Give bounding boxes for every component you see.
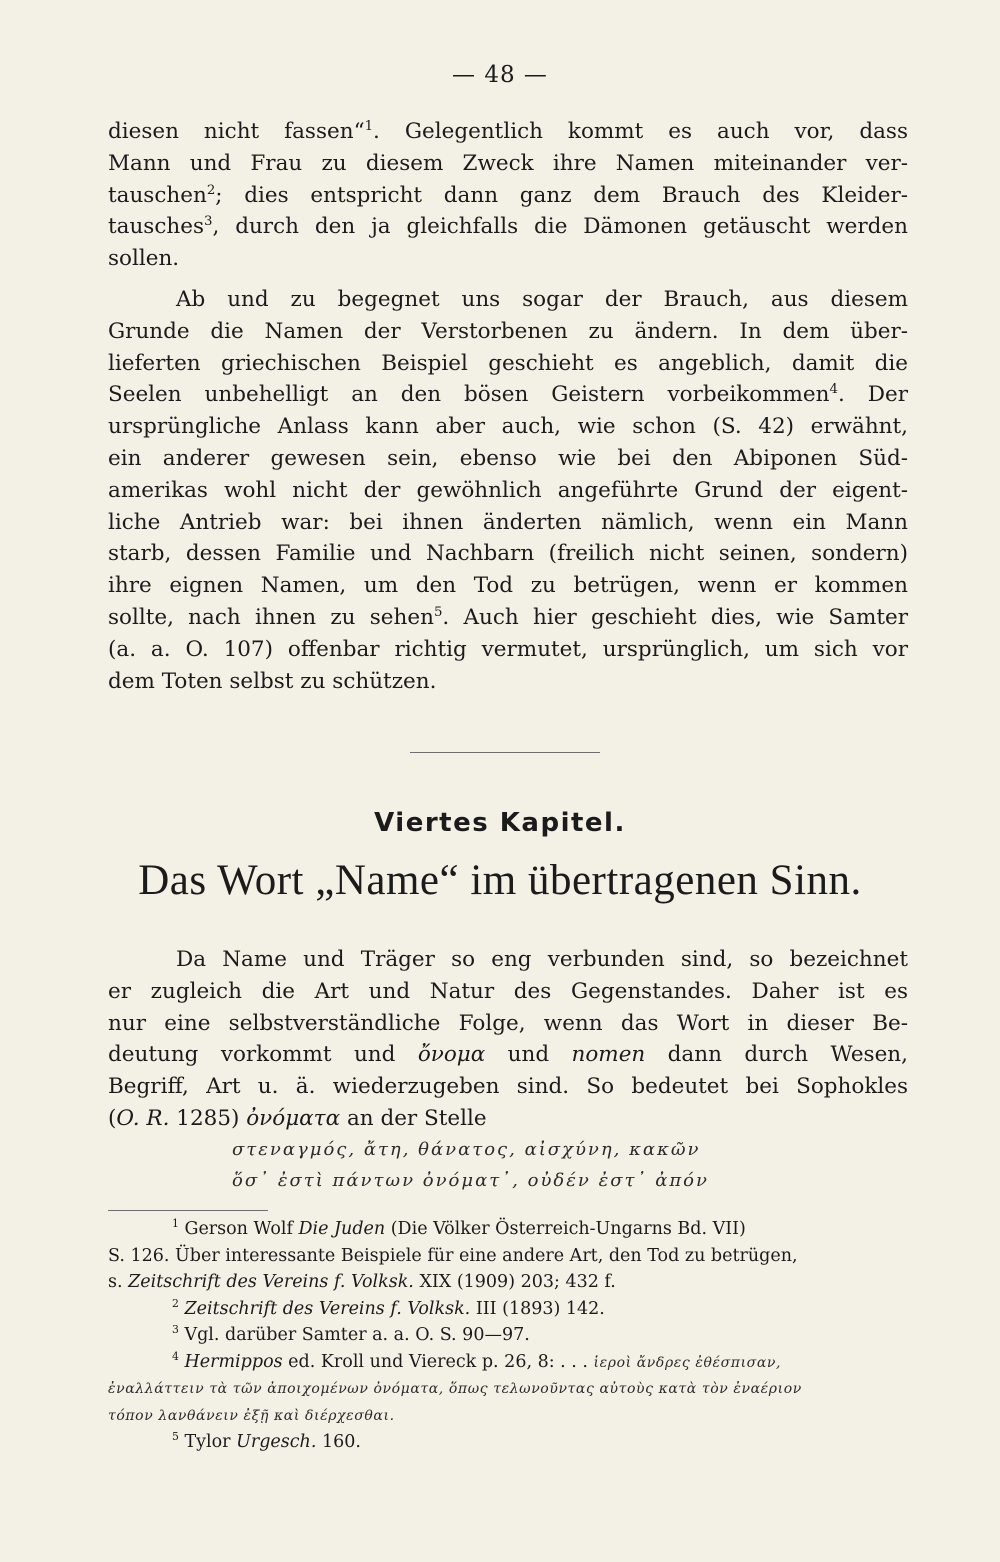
footnote-ref: 3	[203, 214, 213, 230]
footnote-mark: 1	[172, 1217, 179, 1231]
greek-term: ὀνόματα	[246, 1105, 341, 1131]
footnote-4-cont: ἐναλλάττειν τὰ τῶν ἀποιχομένων ὀνόματα, ὅπως τελωνοῦντας αὐτοὺς κατὰ τὸν ἐναέριον	[108, 1381, 802, 1397]
text-line: Ab und zu begegnet uns sogar der Brauch, aus diesem	[176, 287, 908, 312]
text-line: deutung vorkommt und ὄνομα und nomen dann durch Wesen,	[108, 1042, 908, 1068]
greek-quote-line: ὅσ᾽ ἐστὶ πάντων ὀνόματ᾽, οὐδέν ἐστ᾽ ἀπόν	[232, 1170, 709, 1191]
footnote-2: $^2$ Zeitschrift des Vereins f. Volksk. III (1893) 142.	[172, 1296, 605, 1319]
text-line: amerikas wohl nicht der gewöhnlich angeführte Grund der eigent-	[108, 477, 908, 503]
footnote-ref: 1	[364, 118, 374, 134]
text-line: tauschen$^2$; dies entspricht dann ganz dem Brauch des Kleider-	[108, 182, 908, 208]
footnote-mark: 4	[172, 1349, 179, 1363]
greek-term: ὄνομα	[417, 1042, 486, 1068]
footnote-4: $^4$ Hermippos ed. Kroll und Viereck p. 26, 8: . . . ἱεροὶ ἄνδρες ἐθέσπισαν,	[172, 1349, 782, 1372]
text-line: liche Antrieb war: bei ihnen änderten nämlich, wenn ein Mann	[108, 509, 908, 535]
text-line: Seelen unbehelligt an den bösen Geistern vorbeikommen$^4$. Der	[108, 382, 908, 408]
footnote-1-cont: S. 126. Über interessante Beispiele für eine andere Art, den Tod zu betrügen,	[108, 1245, 798, 1266]
footnote-mark: 2	[172, 1296, 179, 1310]
page-number: — 48 —	[452, 62, 548, 88]
paragraph-1	[108, 116, 908, 275]
text-line: er zugleich die Art und Natur des Gegenstandes. Daher ist es	[108, 978, 908, 1004]
text-line: (O. R. 1285) ὀνόματα an der Stelle	[108, 1105, 487, 1131]
footnote-ref: 2	[206, 182, 216, 198]
text-line: lieferten griechischen Beispiel geschieht es angeblich, damit die	[108, 350, 908, 376]
text-line: ein anderer gewesen sein, ebenso wie bei den Abiponen Süd-	[108, 445, 908, 471]
chapter-title: Das Wort „Name“ im übertragenen Sinn.	[138, 857, 862, 904]
greek-quote-line: στεναγμός, ἄτη, θάνατος, αἰσχύνη, κακῶν	[232, 1139, 701, 1160]
paragraph-3	[108, 944, 908, 1135]
footnote-5: $^5$ Tylor Urgesch. 160.	[172, 1430, 361, 1452]
footnote-divider	[108, 1210, 268, 1211]
text-line: Da Name und Träger so eng verbunden sind, so bezeichnet	[176, 947, 908, 972]
footnote-ref: 4	[829, 382, 838, 398]
text-line: nur eine selbstverständliche Folge, wenn das Wort in dieser Be-	[108, 1010, 908, 1036]
text-line: Mann und Frau zu diesem Zweck ihre Namen miteinander ver-	[108, 150, 908, 176]
footnote-mark: 3	[172, 1323, 179, 1337]
text-line: ihre eignen Namen, um den Tod zu betrügen, wenn er kommen	[108, 573, 908, 599]
chapter-label: Viertes Kapitel.	[374, 808, 626, 838]
text-line: ursprüngliche Anlass kann aber auch, wie schon (S. 42) erwähnt,	[108, 414, 908, 440]
footnote-ref: 5	[433, 604, 443, 620]
text-line: dem Toten selbst zu schützen.	[108, 668, 437, 694]
text-line: sollte, nach ihnen zu sehen$^5$. Auch hier geschieht dies, wie Samter	[108, 604, 908, 630]
footnote-1: $^1$ Gerson Wolf Die Juden (Die Völker Österreich-Ungarns Bd. VII)	[172, 1217, 746, 1239]
paragraph-2	[108, 284, 908, 697]
text-line: Grunde die Namen der Verstorbenen zu ändern. In dem über-	[108, 318, 908, 344]
text-line: diesen nicht fassen“$^1$. Gelegentlich kommt es auch vor, dass	[108, 118, 908, 144]
footnotes	[108, 1216, 908, 1456]
text-line: (a. a. O. 107) offenbar richtig vermutet, ursprünglich, um sich vor	[108, 636, 908, 662]
text-line: tausches$^3$, durch den ja gleichfalls die Dämonen getäuscht werden	[108, 214, 908, 240]
footnote-mark: 5	[172, 1430, 179, 1444]
footnote-3: $^3$ Vgl. darüber Samter a. a. O. S. 90—97.	[172, 1323, 530, 1345]
text-line: Begriff, Art u. ä. wiederzugeben sind. So bedeutet bei Sophokles	[108, 1074, 908, 1100]
footnote-4-cont: τόπον λανθάνειν ἐξῇ καὶ διέρχεσθαι.	[108, 1407, 395, 1424]
work-title: O. R.	[116, 1105, 170, 1131]
section-divider	[410, 752, 600, 753]
footnote-1-cont: s. Zeitschrift des Vereins f. Volksk. XIX (1909) 203; 432 f.	[108, 1272, 616, 1292]
latin-term: nomen	[571, 1042, 646, 1068]
text-line: sollen.	[108, 246, 180, 272]
text-line: starb, dessen Familie und Nachbarn (freilich nicht seinen, sondern)	[108, 541, 908, 567]
